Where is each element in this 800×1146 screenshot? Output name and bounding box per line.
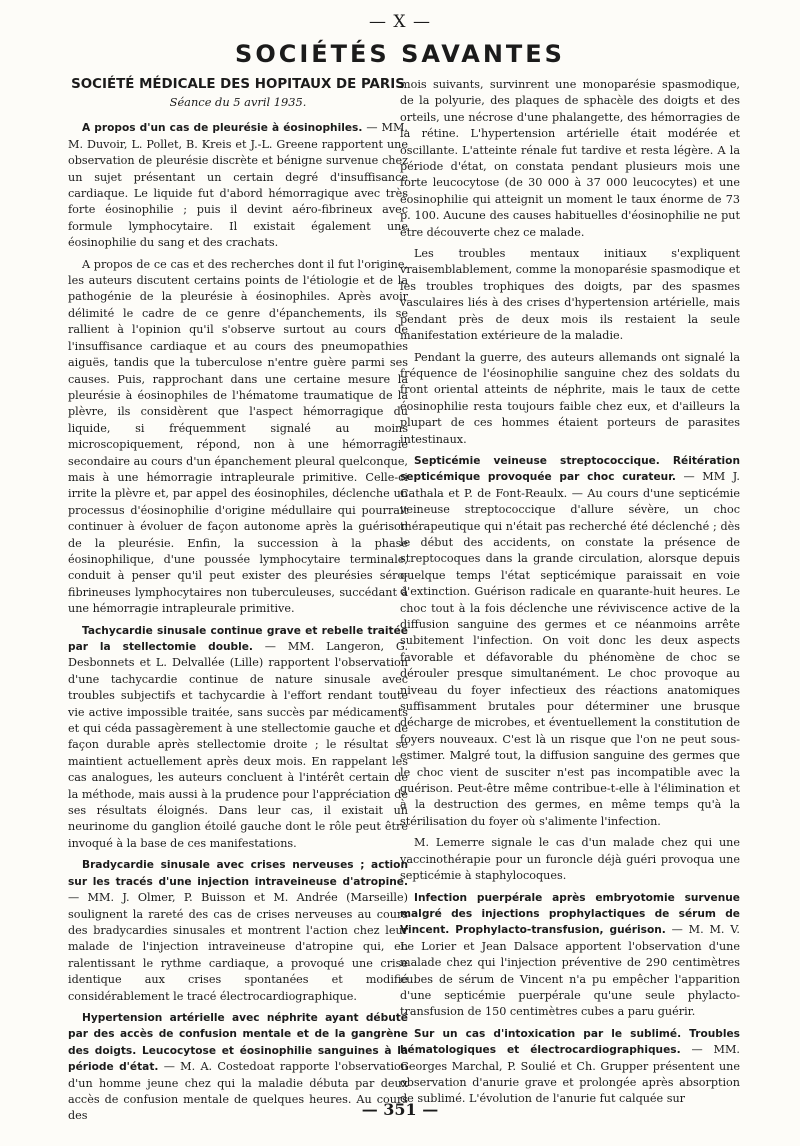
paragraph-text: — M. M. V. Le Lorier et Jean Dalsace apportent l'observation d'une malade chez qui l'injection préventive de 290 centimètres cubes de sérum de Vincent n'a pu empêcher l'apparition d'une septicémie puerpérale qu'une seule phylacto-transfusion de 150 centimètres cubes a paru guérir. bbox=[400, 923, 740, 1019]
paragraph-text: mois suivants, survinrent une monoparésie spasmodique, de la polyurie, des plaques de sphacèle des doigts et des orteils, une nécrose d'une phalangette, des hémorragies de la rétine. L'hypertension artérielle était modérée et oscillante. L'atteinte rénale fut tardive et resta légère. A la période d'état, on constata pendant plusieurs mois une forte leucocytose (de 30 000 à 37 000 leucocytes) et une éosinophilie qui atteignit un moment le taux énorme de 73 p. 100. Aucune des causes habituelles d'éosinophilie ne put être découverte chez ce malade. bbox=[400, 78, 740, 239]
paragraph bbox=[68, 857, 408, 1005]
paragraph bbox=[400, 453, 740, 830]
paragraph-heading: Septicémie veineuse streptococcique. Réitération septicémique provoquée par choc curateur. bbox=[400, 454, 740, 484]
page-number: — 351 — bbox=[361, 1100, 439, 1119]
paragraph-text: — MM J. Cathala et P. de Font-Reaulx. — Au cours d'une septicémie veineuse streptococcique d'allure sévère, un choc thérapeutique qui n'était pas recherché été déclenché ; dès le début des accidents, on constate la présence de streptocoques dans la grande circulation, alorsque depuis quelque temps l'état septicémique paraissait en voie d'extinction. Guérison radicale en quarante-huit heures. Le choc tout à la fois déclenche une réviviscence active de la diffusion sanguine des germes et ce néanmoins arrête subitement l'infection. On voit donc les deux aspects favorable et défavorable du phénomène de choc se dérouler presque simultanément. Le choc provoque au niveau du foyer infectieux des réactions anatomiques suffisamment brutales pour déterminer une brusque décharge de microbes, et éventuellement la constitution de foyers nouveaux. C'est là un risque que l'on ne peut sous-estimer. Malgré tout, la diffusion sanguine des germes que le choc vient de susciter n'est pas incompatible avec la guérison. Peut-être même contribue-t-elle à l'élimination et à la destruction des germes, en même temps qu'à la stérilisation du foyer où s'alimente l'infection. bbox=[400, 470, 740, 828]
paragraph bbox=[400, 1026, 740, 1108]
paragraph bbox=[400, 835, 740, 884]
paragraph-heading: Tachycardie sinusale continue grave et rebelle traitée par la stellectomie double. bbox=[68, 624, 408, 653]
session-date: Séance du 5 avril 1935. bbox=[169, 95, 307, 109]
society-name: SOCIÉTÉ MÉDICALE DES HOPITAUX DE PARIS bbox=[71, 77, 405, 92]
paragraph-text: Pendant la guerre, des auteurs allemands ont signalé la fréquence de l'éosinophilie sanguine chez des soldats du front oriental atteints de néphrite, mais le taux de cette éosinophilie resta toujours faible chez eux, et d'ailleurs la plupart de ces hommes étaient porteurs de parasites intestinaux. bbox=[400, 350, 740, 446]
paragraph bbox=[68, 120, 408, 251]
paragraph-heading: Infection puerpérale après embryotomie survenue malgré des injections prophylactiques de sérum de Vincent. Prophylacto-transfusion, guérison. bbox=[400, 891, 740, 937]
paragraph-text: — MM. M. Duvoir, L. Pollet, B. Kreis et J.-L. Greene rapportent une observation de pleurésie discrète et bénigne survenue chez un sujet présentant un certain degré d'insuffisance cardiaque. Le liquide fut d'abord hémorragique avec très forte éosinophilie ; puis il devint aéro-fibrineux avec formule lymphocytaire. Il existait également une éosinophilie du sang et des crachats. bbox=[68, 121, 408, 250]
paragraph-text: A propos de ce cas et des recherches dont il fut l'origine, les auteurs discutent certains points de l'étiologie et de la pathogénie de la pleurésie à éosinophiles. Après avoir délimité le cadre de ce genre d'épanchements, ils se rallient à l'opinion qu'il s'observe surtout au cours de l'insuffisance cardiaque et au cours des pneumopathies aiguës, tandis que la tuberculose n'entre guère parmi ses causes. Puis, rapprochant dans une certaine mesure la pleurésie à éosinophiles de l'hématome traumatique de la plèvre, ils considèrent que l'aspect hémorragique du liquide, si fréquemment signalé au moins microscopiquement, répond, non à une hémorragie secondaire au cours d'un épanchement pleural quelconque, mais à une hémorragie intrapleurale primitive. Celle-ci irrite la plèvre et, par appel des éosinophiles, déclenche un processus d'éosinophilie d'origine médullaire qui pourrait continuer à évoluer de façon autonome après la guérison de la pleurésie. Enfin, la succession à la phase éosinophilique, d'une poussée lymphocytaire terminale, conduit à penser qu'il peut exister des pleurésies séro-fibrineuses lymphocytaires non tuberculeuses, succédant à une hémorragie intrapleurale primitive. bbox=[68, 257, 408, 616]
paragraph-heading: Hypertension artérielle avec néphrite ayant débuté par des accès de confusion mentale et de la gangrène des doigts. Leucocytose et éosinophilie sanguines à la période d'état. bbox=[68, 1011, 408, 1074]
paragraph-text: — M. A. Costedoat rapporte l'observation d'un homme jeune chez qui la maladie débuta par deux accès de confusion mentale de quelques heures. Au cours des bbox=[68, 1060, 408, 1123]
paragraph bbox=[400, 890, 740, 1021]
paragraph bbox=[68, 623, 408, 853]
paragraph-text: M. Lemerre signale le cas d'un malade chez qui une vaccinothérapie pour un furoncle déjà guéri provoqua une septicémie à staphylocoques. bbox=[400, 836, 740, 883]
paragraph-text: — MM. Georges Marchal, P. Soulié et Ch. Grupper présentent une observation d'anurie grave et prolongée après absorption de sublimé. L'évolution de l'anurie fut calquée sur bbox=[400, 1043, 740, 1106]
paragraph-text: — MM. Langeron, G. Desbonnets et L. Delvallée (Lille) rapportent l'observation d'une tachycardie continue de nature sinusale avec troubles subjectifs et tachycardie à l'effort rendant toute vie active impossible traitée, sans succès par médicaments et qui céda passagèrement à une stellectomie gauche et de façon durable après stellectomie droite ; le résultat se maintient actuellement après deux mois. En rappelant les cas analogues, les auteurs concluent à l'intérêt certain de la méthode, mais aussi à la prudence pour l'appréciation de ses résultats éloignés. Dans leur cas, il existait un neurinome du ganglion étoilé gauche dont le rôle peut être invoqué à la base de ces manifestations. bbox=[68, 640, 409, 850]
left-column-body bbox=[68, 120, 408, 1124]
page-marker: — X — bbox=[369, 12, 431, 32]
paragraph-heading: Bradycardie sinusale avec crises nerveuses ; action sur les tracés d'une injection intraveineuse d'atropine. bbox=[68, 859, 408, 888]
paragraph-text: Les troubles mentaux initiaux s'expliquent vraisemblablement, comme la monoparésie spasmodique et les troubles trophiques des doigts, par des spasmes vasculaires liés à des crises d'hypertension artérielle, mais pendant près de deux mois ils restaient la seule manifestation extérieure de la maladie. bbox=[400, 247, 740, 343]
section-title: SOCIÉTÉS SAVANTES bbox=[235, 40, 565, 68]
paragraph bbox=[68, 257, 408, 618]
paragraph bbox=[400, 77, 740, 241]
right-column bbox=[400, 77, 740, 1106]
paragraph-heading: A propos d'un cas de pleurésie à éosinophiles. bbox=[82, 122, 363, 135]
paragraph bbox=[400, 350, 740, 448]
paragraph bbox=[400, 246, 740, 344]
paragraph-heading: Sur un cas d'intoxication par le sublimé. Troubles hématologiques et électrocardiographiques. bbox=[400, 1027, 740, 1057]
right-column-body bbox=[400, 77, 740, 1108]
paragraph-text: — MM. J. Olmer, P. Buisson et M. Andrée (Marseille) soulignent la rareté des cas de crises nerveuses au cours des bradycardies sinusales et montrent l'action chez leur malade de l'injection intraveineuse d'atropine qui, en ralentissant le rythme cardiaque, a provoqué une crise identique aux crises spontanées et modifié considérablement le tracé électrocardiographique. bbox=[68, 891, 408, 1003]
